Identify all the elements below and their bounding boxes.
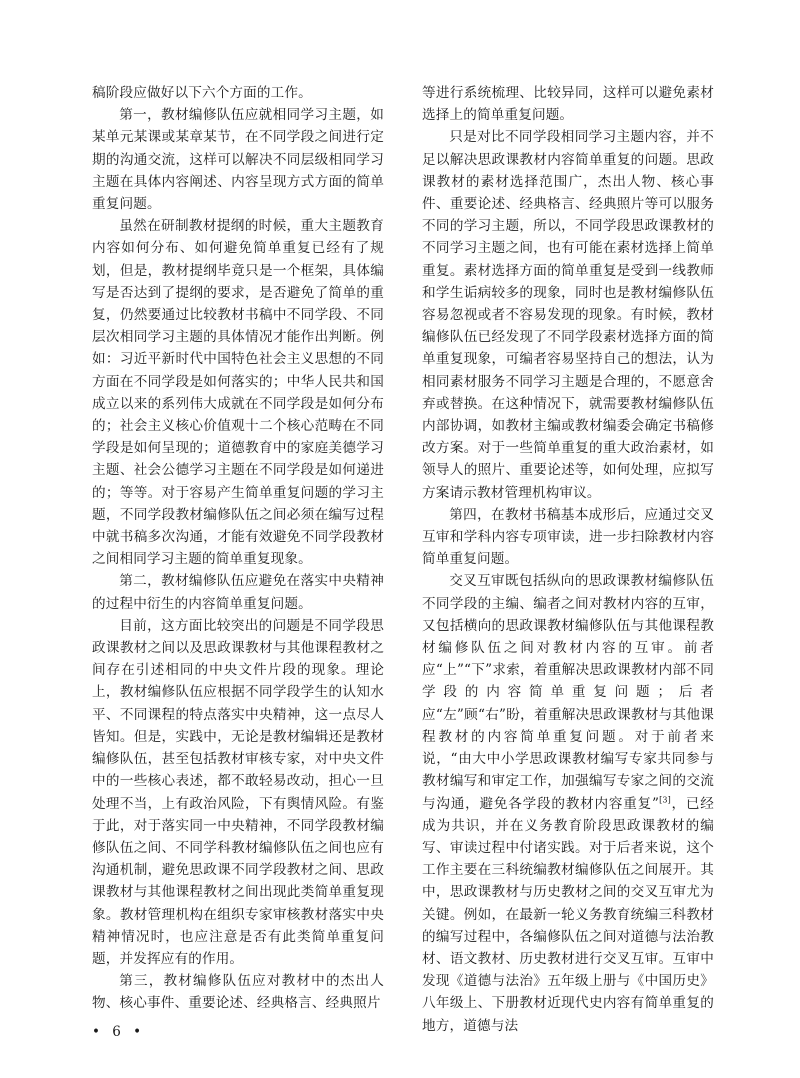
paragraph: 目前，这方面比较突出的问题是不同学段思政课教材之间以及思政课教材与其他课程教材之间存在引述相同的中央文件片段的现象。理论上，教材编修队伍应根据不同学段学生的认知水平、不同课程的特点落实中央精神，这一点尽人皆知。但是，实践中，无论是教材编辑还是教材编修队伍，甚至包括教材审核专家，对中央文件中的一些核心表述，都不敢轻易改动，担心一旦处理不当，上有政治风险，下有舆情风险。有鉴于此，对于落实同一中央精神，不同学段教材编修队伍之间、不同学科教材编修队伍之间也应有沟通机制，避免思政课不同学段教材之间、思政课教材与其他课程教材之间出现此类简单重复现象。教材管理机构在组织专家审核教材落实中央精神情况时，也应注意是否有此类简单重复问题，并发挥应有的作用。 (92, 617, 384, 967)
paragraph-text: 交叉互审既包括纵向的思政课教材编修队伍不同学段的主编、编者之间对教材内容的互审，又包括横向的思政课教材编修队伍与其他课程教材编修队伍之间对教材内容的互审。前者应“上”“下”求索，着重解决思政课教材内部不同学段的内容简单重复问题；后者应“左”顾“右”盼，着重解决思政课教材与其他课程教材的内容简单重复问题。对于前者来说，“由大中小学思政课教材编写专家共同参与教材编写和审定工作，加强编写专家之间的交流与沟通，避免各学段的教材内容重复” (422, 573, 714, 812)
paragraph: 等进行系统梳理、比较异同，这样可以避免素材选择上的简单重复问题。 (422, 85, 714, 124)
paragraph: 第四，在教材书稿基本成形后，应通过交叉互审和学科内容专项审读，进一步扫除教材内容简单重复问题。 (422, 506, 714, 568)
paragraph: 第一，教材编修队伍应就相同学习主题，如某单元某课或某章某节，在不同学段之间进行定期的沟通交流，这样可以解决不同层级相同学习主题在具体内容阐述、内容呈现方式方面的简单重复问题。 (92, 107, 384, 213)
paragraph-text-continued: ，已经成为共识，并在义务教育阶段思政课教材的编写、审读过程中付诸实践。对于后者来说，这个工作主要在三科统编教材编修队伍之间展开。其中，思政课教材与历史教材之间的交叉互审尤为关键。例如，在最新一轮义务教育统编三科教材的编写过程中，各编修队伍之间对道德与法治教材、语文教材、历史教材进行交叉互审。互审中发现《道德与法治》五年级上册与《中国历史》八年级上、下册教材近现代史内容有简单重复的地方，道德与法 (422, 795, 714, 1034)
left-column (92, 82, 384, 1015)
page-number: • 6 • (92, 1024, 146, 1040)
citation-marker[interactable]: [3] (659, 794, 671, 804)
right-column (422, 82, 714, 1037)
paragraph: 稿阶段应做好以下六个方面的工作。 (92, 85, 312, 101)
paragraph: 第二，教材编修队伍应避免在落实中央精神的过程中衍生的内容简单重复问题。 (92, 573, 384, 612)
paragraph (422, 570, 714, 1036)
paragraph: 只是对比不同学段相同学习主题内容，并不足以解决思政课教材内容简单重复的问题。思政课教材的素材选择范围广，杰出人物、核心事件、重要论述、经典格言、经典照片等可以服务不同的学习主题，所以，不同学段思政课教材的不同学习主题之间，也有可能在素材选择上简单重复。素材选择方面的简单重复是受到一线教师和学生诟病较多的现象，同时也是教材编修队伍容易忽视或者不容易发现的现象。有时候，教材编修队伍已经发现了不同学段素材选择方面的简单重复现象，可编者容易坚持自己的想法，认为相同素材服务不同学习主题是合理的，不愿意舍弃或替换。在这种情况下，就需要教材编修队伍内部协调，如教材主编或教材编委会确定书稿修改方案。对于一些简单重复的重大政治素材，如领导人的照片、重要论述等，如何处理，应拟写方案请示教材管理机构审议。 (422, 129, 714, 501)
paragraph: 第三，教材编修队伍应对教材中的杰出人物、核心事件、重要论述、经典格言、经典照片 (92, 973, 384, 1012)
paragraph: 虽然在研制教材提纲的时候，重大主题教育内容如何分布、如何避免简单重复已经有了规划，但是，教材提纲毕竟只是一个框架，具体编写是否达到了提纲的要求，是否避免了简单的重复，仍然要通过比较教材书稿中不同学段、不同层次相同学习主题的具体情况才能作出判断。例如：习近平新时代中国特色社会主义思想的不同方面在不同学段是如何落实的；中华人民共和国成立以来的系列伟大成就在不同学段是如何分布的；社会主义核心价值观十二个核心范畴在不同学段是如何呈现的；道德教育中的家庭美德学习主题、社会公德学习主题在不同学段是如何递进的；等等。对于容易产生简单重复问题的学习主题，不同学段教材编修队伍之间必须在编写过程中就书稿多次沟通，才能有效避免不同学段教材之间相同学习主题的简单重复现象。 (92, 218, 384, 568)
